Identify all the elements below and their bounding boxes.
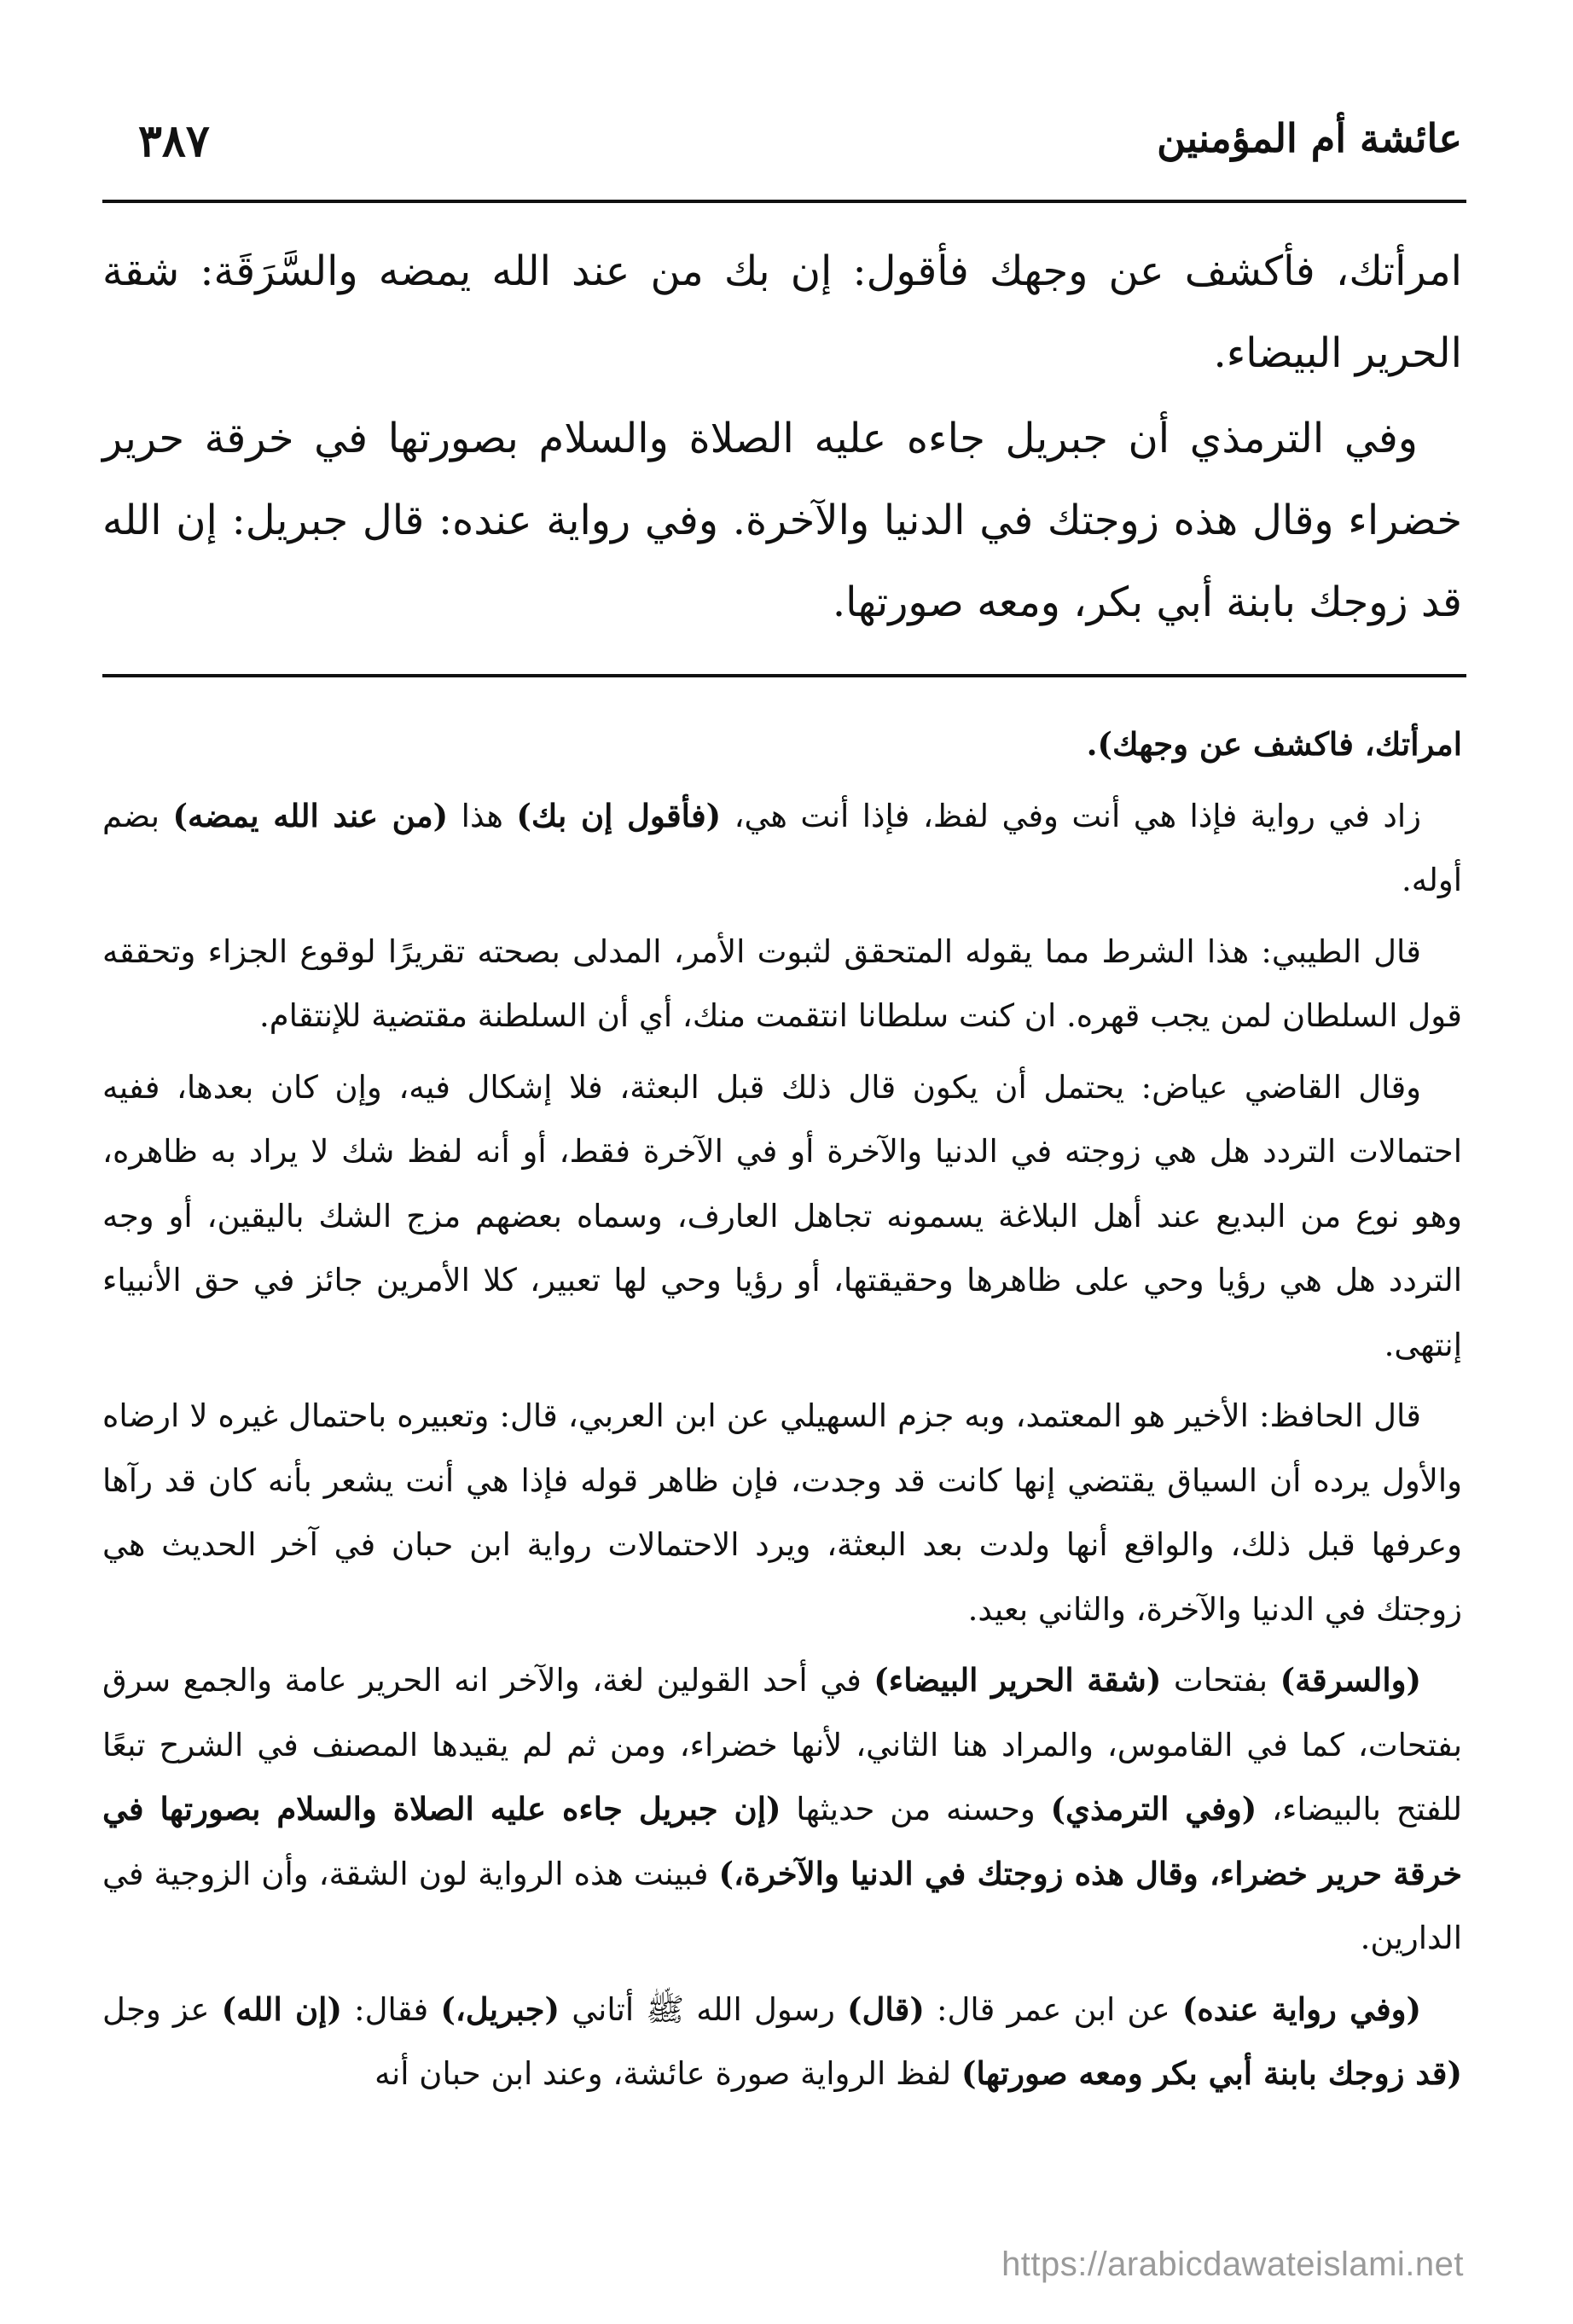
quoted-text: (إن جبريل جاءه عليه الصلاة والسلام بصورتها في خرقة حرير خضراء، وقال هذه زوجتك في الدنيا والآخرة،) [102,1790,1463,1892]
quoted-text: (وفي الترمذي) [1050,1790,1257,1827]
commentary-text: فقال: [341,1990,441,2028]
commentary-paragraph [102,1648,1462,1971]
quoted-text: (وفي رواية عنده) [1181,1990,1422,2028]
commentary-paragraph: قال الطيبي: هذا الشرط مما يقوله المتحقق لثبوت الأمر، المدلى بصحته تقريرًا لوقوع الجزاء وتحققه قول السلطان لمن يجب قهره. ان كنت سلطانا انتقمت منك، أي أن السلطنة مقتضية للإنتقام. [102,933,1462,1034]
header-divider [102,200,1466,203]
commentary-text: في أحد القولين لغة، والآخر انه الحرير عامة والجمع سرق بفتحات، كما في القاموس، والمراد هنا الثاني، لأنها خضراء، ومن ثم لم يقيدها المصنف في الشرح تبعًا للفتح بالبيضاء، [102,1662,1462,1827]
commentary-text: بفتحات [1161,1662,1280,1699]
main-text-block [102,230,1462,647]
quoted-text: (قال) [847,1990,925,2028]
main-paragraph: وفي الترمذي أن جبريل جاءه عليه الصلاة والسلام بصورتها في خرقة حرير خضراء وقال هذه زوجتك في الدنيا والآخرة. وفي رواية عنده: قال جبريل: إن الله قد زوجك بابنة أبي بكر، ومعه صورتها. [102,415,1462,626]
page-number: ٣٨٧ [138,115,210,167]
commentary-text: هذا [448,797,517,834]
quoted-text: (والسرقة) [1280,1661,1421,1699]
commentary-paragraph: قال الحافظ: الأخير هو المعتمد، وبه جزم السهيلي عن ابن العربي، قال: وتعبيره باحتمال غيره لا ارضاه والأول يرده أن السياق يقتضي إنها كانت قد وجدت، فإن ظاهر قوله فإذا هي أنت يشعر بأنه كان قد رآها وعرفها قبل ذلك، والواقع أنها ولدت بعد البعثة، ويرد الاحتمالات رواية ابن حبان في آخر الحديث هي زوجتك في الدنيا والآخرة، والثاني بعيد. [102,1397,1462,1628]
commentary-divider [102,674,1466,677]
commentary-paragraph [102,784,1462,913]
watermark-url: https://arabicdawateislami.net [1001,2246,1464,2283]
quoted-text: (شقة الحرير البيضاء) [874,1661,1162,1699]
commentary-text: عز وجل [102,1990,222,2028]
main-paragraph: امرأتك، فأكشف عن وجهك فأقول: إن بك من عند الله يمضه والسَّرَقَة: شقة الحرير البيضاء. [102,247,1462,377]
commentary-text: رسول الله ﷺ أتاني [560,1990,848,2028]
quoted-text: (جبريل،) [440,1990,560,2028]
commentary-paragraph: وقال القاضي عياض: يحتمل أن يكون قال ذلك قبل البعثة، فلا إشكال فيه، وإن كان بعدها، ففيه احتمالات التردد هل هي زوجته في الدنيا والآخرة أو في الآخرة فقط، أو أنه لفظ شك لا يراد به ظاهره، وهو نوع من البديع عند أهل البلاغة يسمونه تجاهل العارف، وسماه بعضهم مزج الشك باليقين، أو وجه التردد هل هي رؤيا وحي على ظاهرها وحقيقتها، أو رؤيا وحي لها تعبير، كلا الأمرين جائز في حق الأنبياء إنتهى. [102,1068,1462,1363]
commentary-paragraph [102,1978,1462,2106]
quoted-text: امرأتك، فاكشف عن وجهك). [1086,725,1462,763]
commentary-text: لفظ الرواية صورة عائشة، وعند ابن حبان أنه [374,2055,961,2092]
commentary-block [102,712,1462,2113]
commentary-text: فبينت هذه الرواية لون الشقة، وأن الزوجية في الدارين. [102,1855,1462,1956]
commentary-paragraph [102,712,1462,777]
commentary-text: زاد في رواية فإذا هي أنت وفي لفظ، فإذا أنت هي، [721,797,1421,834]
commentary-text: عن ابن عمر قال: [924,1990,1182,2028]
quoted-text: (قد زوجك بابنة أبي بكر ومعه صورتها) [961,2054,1462,2092]
quoted-text: (من عند الله يمضه) [172,796,449,834]
page-header [102,115,1462,183]
running-title: عائشة أم المؤمنين [1157,115,1462,161]
commentary-text: بضم أوله. [102,797,1462,898]
quoted-text: (إن الله) [221,1990,342,2028]
quoted-text: (فأقول إن بك) [516,796,722,834]
commentary-text: وحسنه من حديثها [781,1791,1051,1827]
